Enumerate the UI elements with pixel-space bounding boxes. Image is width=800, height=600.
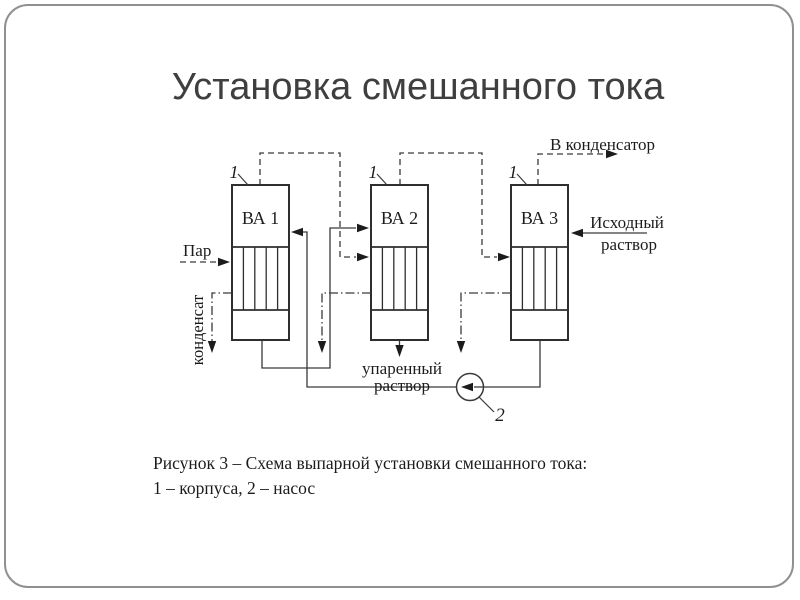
pump-ref-number: 2 [495,405,505,426]
condensate-drain-ba2 [318,293,371,353]
condensate-drain-ba3 [457,293,511,353]
vessel-label-2: ВА 2 [380,208,419,228]
arrowhead-down-icon [395,345,403,357]
figure-caption-line2: 1 – корпуса, 2 – насос [153,478,316,498]
arrowhead-left-icon [291,228,303,236]
steam-label: Пар [183,241,212,260]
condensate-label: конденсат [188,294,207,366]
feed-label-line2: раствор [601,235,657,254]
arrowhead-right-icon [357,253,369,261]
to-condenser-label: В конденсатор [550,135,655,154]
vessel-label-1: ВА 1 [241,208,280,228]
vessel-body-3 [509,162,569,340]
arrowhead-left-icon [571,229,583,237]
evaporated-label-line1: упаренный [362,359,442,378]
arrowhead-right-icon [218,258,230,266]
evaporated-solution-outlet [395,340,403,357]
vessel-body-1 [230,162,290,340]
arrowhead-down-icon [208,341,216,353]
slide-title: Установка смешанного тока [171,66,665,108]
vessel-label-3: ВА 3 [520,208,559,228]
figure-caption-line1: Рисунок 3 – Схема выпарной установки смешанного тока: [153,453,588,473]
arrowhead-right-icon [357,224,369,232]
arrowhead-down-icon [457,341,465,353]
vessel-ref-number-3: 1 [508,162,518,182]
vessel-body-2 [369,162,429,340]
vapor-pipe-to-condenser [538,150,618,185]
condensate-drain-ba1 [208,293,232,353]
vessel-ref-number-1: 1 [229,162,239,182]
vessel-ref-number-2: 1 [368,162,378,182]
arrowhead-down-icon [318,341,326,353]
arrowhead-right-icon [498,253,510,261]
figure-caption [153,451,693,501]
pump-ref [479,397,505,426]
feed-label-line1: Исходный [590,213,664,232]
evaporated-label-line2: раствор [374,376,430,395]
